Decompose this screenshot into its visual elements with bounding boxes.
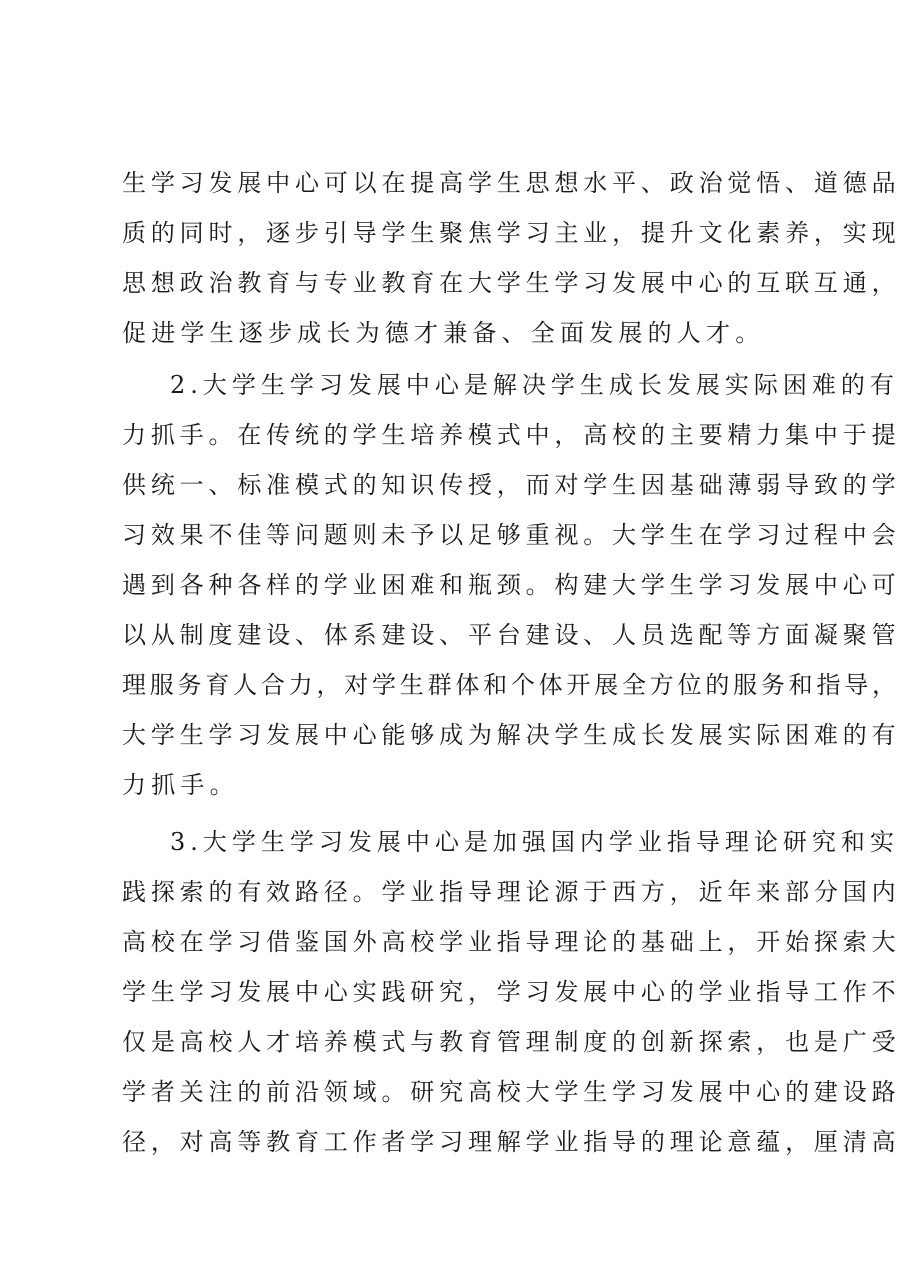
text-line (0, 972, 909, 1012)
text-line (0, 922, 909, 962)
text-line (0, 163, 909, 203)
line-text: 学生学习发展中心实践研究，学习发展中心的学业指导工作不 (122, 978, 901, 1006)
line-text: 理服务育人合力，对学生群体和个体开展全方位的服务和指导， (122, 671, 900, 699)
text-line (0, 365, 909, 405)
line-text: 促进学生逐步成长为德才兼备、全面发展的人才。 (122, 319, 765, 347)
line-text: 大学生学习发展中心能够成为解决学生成长发展实际困难的有 (122, 721, 901, 749)
line-text: 习效果不佳等问题则未予以足够重视。大学生在学习过程中会 (122, 521, 901, 549)
line-text: 学者关注的前沿领域。研究高校大学生学习发展中心的建设路 (122, 1078, 901, 1106)
text-line (0, 1022, 909, 1062)
text-line (0, 715, 909, 755)
text-line (0, 665, 909, 705)
line-text: 径，对高等教育工作者学习理解学业指导的理论意蕴，厘清高 (122, 1128, 901, 1156)
line-text: 遇到各种各样的学业困难和瓶颈。构建大学生学习发展中心可 (122, 571, 901, 599)
line-text: 2.大学生学习发展中心是解决学生成长发展实际困难的有 (170, 371, 899, 399)
text-line (0, 565, 909, 605)
line-text: 3.大学生学习发展中心是加强国内学业指导理论研究和实 (170, 828, 899, 856)
line-text: 思想政治教育与专业教育在大学生学习发展中心的互联互通， (122, 269, 901, 297)
line-text: 力抓手。 (122, 771, 239, 799)
text-line (0, 415, 909, 455)
line-text: 生学习发展中心可以在提高学生思想水平、政治觉悟、道德品 (122, 169, 901, 197)
line-text: 质的同时，逐步引导学生聚焦学习主业，提升文化素养，实现 (122, 219, 901, 247)
text-line (0, 515, 909, 555)
text-line (0, 872, 909, 912)
text-line (0, 765, 909, 805)
text-line (0, 615, 909, 655)
line-text: 以从制度建设、体系建设、平台建设、人员选配等方面凝聚管 (122, 621, 901, 649)
line-text: 践探索的有效路径。学业指导理论源于西方，近年来部分国内 (122, 878, 901, 906)
line-text: 高校在学习借鉴国外高校学业指导理论的基础上，开始探索大 (122, 928, 901, 956)
text-line (0, 1072, 909, 1112)
text-line (0, 822, 909, 862)
line-text: 仅是高校人才培养模式与教育管理制度的创新探索，也是广受 (122, 1028, 901, 1056)
line-text: 供统一、标准模式的知识传授，而对学生因基础薄弱导致的学 (122, 471, 901, 499)
text-line (0, 465, 909, 505)
text-line (0, 263, 909, 303)
line-text: 力抓手。在传统的学生培养模式中，高校的主要精力集中于提 (122, 421, 901, 449)
text-line (0, 313, 909, 353)
text-line (0, 1122, 909, 1162)
text-line (0, 213, 909, 253)
